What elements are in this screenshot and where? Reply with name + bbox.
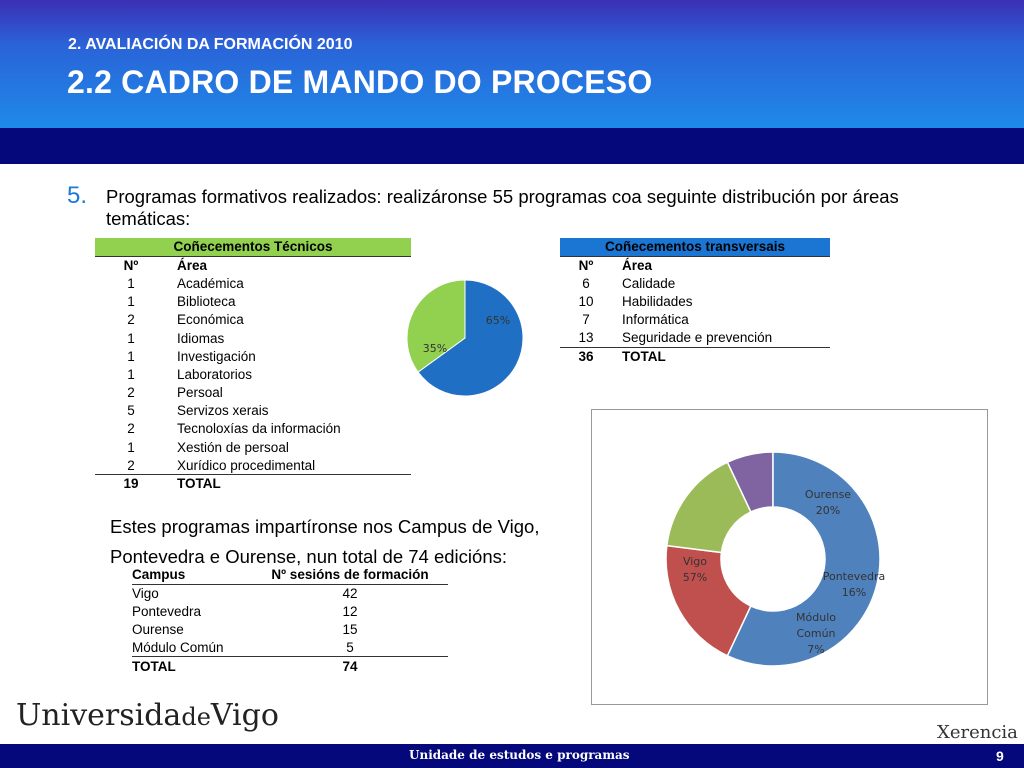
row-sessions: 42 xyxy=(342,586,358,602)
row-count: 2 xyxy=(127,385,135,401)
donut-data-label: 16% xyxy=(841,586,867,599)
row-count: 2 xyxy=(127,312,135,328)
total-label: TOTAL xyxy=(132,657,252,675)
bullet-text: Programas formativos realizados: realizáronse 55 programas coa seguinte distribución por áreas temáticas: xyxy=(106,186,899,229)
table-caption: Coñecementos transversais xyxy=(560,238,830,256)
pie-chart-knowledge xyxy=(404,280,528,398)
row-area: Calidade xyxy=(622,275,676,291)
pie-data-label: 35% xyxy=(422,342,448,355)
total-value: 74 xyxy=(252,657,448,675)
donut-data-label: 20% xyxy=(815,504,841,517)
row-count: 6 xyxy=(582,275,590,291)
donut-data-label: Módulo xyxy=(796,611,836,624)
total-value: 19 xyxy=(95,474,167,492)
row-area: Xestión de persoal xyxy=(177,439,289,455)
column-header-sessions: Nº sesións de formación xyxy=(252,566,448,584)
total-label: TOTAL xyxy=(167,474,411,492)
page-number: 9 xyxy=(996,748,1004,764)
row-count: 5 xyxy=(127,403,135,419)
table-row xyxy=(95,329,411,347)
table-row xyxy=(95,402,411,420)
sessions-description xyxy=(110,512,539,572)
table-row xyxy=(132,639,448,657)
donut-data-label: Ourense xyxy=(804,488,852,501)
row-area: Seguridade e prevención xyxy=(622,330,773,346)
table-row xyxy=(95,293,411,311)
column-header-n: Nº xyxy=(578,258,594,274)
row-campus: Vigo xyxy=(132,586,159,602)
donut-chart-frame xyxy=(591,409,988,705)
row-campus: Módulo Común xyxy=(132,639,252,657)
table-row xyxy=(560,293,830,311)
row-sessions: 5 xyxy=(252,639,448,657)
header-banner xyxy=(0,0,1024,128)
column-header-area: Área xyxy=(622,258,653,274)
logo-text-part-2: de xyxy=(181,703,211,731)
row-area: Persoal xyxy=(177,385,223,401)
table-row xyxy=(560,274,830,292)
row-count: 1 xyxy=(127,330,135,346)
table-row xyxy=(95,456,411,474)
row-area: Laboratorios xyxy=(177,366,253,382)
table-caption: Coñecementos Técnicos xyxy=(95,238,411,256)
bullet-number: 5. xyxy=(67,182,88,209)
table-row xyxy=(560,329,830,347)
table-row xyxy=(95,347,411,365)
row-area: Investigación xyxy=(177,348,256,364)
sessions-line-1: Estes programas impartíronse nos Campus de Vigo, xyxy=(110,516,540,537)
donut-data-label: Pontevedra xyxy=(822,570,886,583)
row-count: 7 xyxy=(582,312,590,328)
footer-unit-label: Unidade de estudos e programas xyxy=(409,748,630,762)
row-area: Académica xyxy=(177,275,244,291)
table-row xyxy=(95,438,411,456)
donut-data-label: Común xyxy=(796,627,836,640)
section-subtitle: 2. AVALIACIÓN DA FORMACIÓN 2010 xyxy=(68,36,353,53)
row-count: 13 xyxy=(578,330,594,346)
row-sessions: 12 xyxy=(342,603,358,619)
column-header-campus: Campus xyxy=(132,566,252,584)
header-band xyxy=(0,128,1024,164)
row-area: Informática xyxy=(622,312,689,328)
row-area: Económica xyxy=(177,312,244,328)
donut-data-label: Vigo xyxy=(682,555,708,568)
column-header-n: Nº xyxy=(123,258,139,274)
table-row xyxy=(95,420,411,438)
row-count: 2 xyxy=(127,421,135,437)
row-count: 1 xyxy=(127,275,135,291)
table-row xyxy=(132,602,448,620)
donut-data-label: 7% xyxy=(807,643,825,656)
slide-title: 2.2 CADRO DE MANDO DO PROCESO xyxy=(67,64,653,100)
table-transversais xyxy=(560,238,830,365)
total-label: TOTAL xyxy=(612,347,830,365)
table-row xyxy=(95,311,411,329)
table-row xyxy=(95,274,411,292)
table-sessions xyxy=(132,566,448,675)
row-count: 1 xyxy=(127,294,135,310)
row-area: Biblioteca xyxy=(177,294,236,310)
row-area: Idiomas xyxy=(177,330,225,346)
row-campus: Pontevedra xyxy=(132,603,202,619)
table-row xyxy=(132,584,448,602)
donut-data-label: 57% xyxy=(682,571,708,584)
logo-text-part-1: Universida xyxy=(16,698,182,733)
logo-text-part-3: Vigo xyxy=(210,698,279,733)
xerencia-logo: Xerencia xyxy=(937,722,1018,743)
pie-data-label: 65% xyxy=(485,314,511,327)
row-count: 1 xyxy=(127,366,135,382)
table-row xyxy=(560,311,830,329)
table-row xyxy=(95,384,411,402)
sessions-line-2: Pontevedra e Ourense, nun total de 74 edicións: xyxy=(110,546,507,567)
footer-bar xyxy=(0,744,1024,768)
table-row xyxy=(132,621,448,639)
row-area: Tecnoloxías da información xyxy=(177,421,341,437)
row-campus: Ourense xyxy=(132,622,184,638)
row-count: 1 xyxy=(127,439,135,455)
row-sessions: 15 xyxy=(342,622,358,638)
row-count: 2 xyxy=(127,457,135,473)
table-row xyxy=(95,365,411,383)
table-tecnicos xyxy=(95,238,411,493)
total-value: 36 xyxy=(560,347,612,365)
donut-chart-campus xyxy=(592,410,989,706)
row-area: Xurídico procedimental xyxy=(177,457,316,473)
row-count: 1 xyxy=(127,348,135,364)
university-logo xyxy=(16,698,279,733)
column-header-area: Área xyxy=(177,258,208,274)
row-area: Habilidades xyxy=(622,294,693,310)
row-area: Servizos xerais xyxy=(177,403,269,419)
row-count: 10 xyxy=(578,294,594,310)
